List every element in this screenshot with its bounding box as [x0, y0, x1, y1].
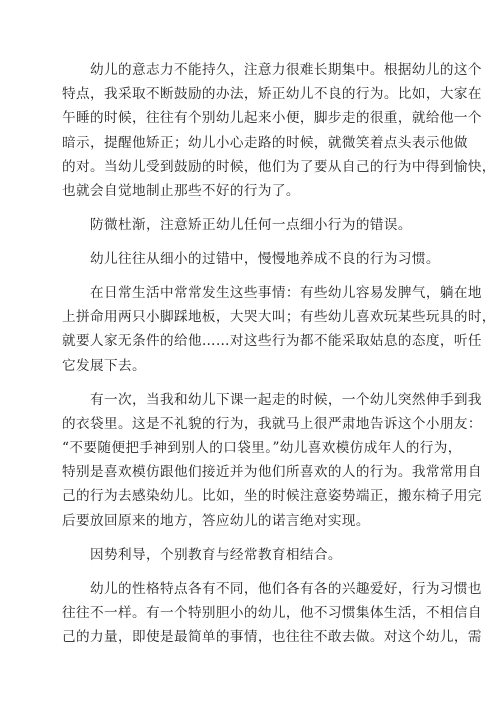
- paragraph-line: 的衣袋里。这是不礼貌的行为，我就马上很严肃地告诉这个小朋友：: [62, 415, 482, 432]
- paragraph-line: 的对。当幼儿受到鼓励的时候，他们为了要从自己的行为中得到愉快，: [62, 158, 496, 175]
- paragraph-line: 防微杜渐，注意矫正幼儿任何一点细小行为的错误。: [90, 217, 412, 234]
- paragraph-line: 有一次，当我和幼儿下课一起走的时候，一个幼儿突然伸手到我: [90, 391, 482, 408]
- paragraph: [90, 213, 432, 237]
- paragraph-line: 特别是喜欢模仿跟他们接近并为他们所喜欢的人的行为。我常常用自: [62, 464, 482, 481]
- paragraph-line: 己的行为去感染幼儿。比如，坐的时候注意姿势端正，搬东椅子用完: [62, 488, 482, 505]
- paragraph-line: 特点，我采取不断鼓励的办法，矫正幼儿不良的行为。比如，大家在: [62, 86, 482, 103]
- paragraph-line: 它发展下去。: [62, 357, 146, 374]
- paragraph-line: 往往不一样。有一个特别胆小的幼儿，他不习惯集体生活，不相信自: [62, 604, 482, 621]
- paragraph-line: 上拼命用两只小脚踩地板，大哭大叫；有些幼儿喜欢玩某些玩具的时，: [62, 309, 496, 326]
- document-body: [62, 58, 496, 649]
- paragraph: [90, 543, 432, 567]
- paragraph-line: 暗示，提醒他矫正；幼儿小心走路的时候，就微笑着点头表示他做: [62, 134, 468, 151]
- paragraph: [62, 58, 496, 203]
- paragraph-line: 幼儿往往从细小的过错中，慢慢地养成不良的行为习惯。: [90, 251, 440, 268]
- paragraph: [62, 577, 482, 650]
- paragraph-line: 己的力量，即使是最简单的事情，也往往不敢去做。对这个幼儿，需: [62, 629, 482, 646]
- paragraph-line: 因势利导，个别教育与经常教育相结合。: [90, 546, 342, 563]
- paragraph: [62, 388, 482, 533]
- paragraph: [62, 281, 496, 378]
- paragraph-line: “不要随便把手神到别人的口袋里。”幼儿喜欢模仿成年人的行为，: [62, 440, 462, 457]
- paragraph-line: 也就会自觉地制止那些不好的行为了。: [62, 183, 300, 200]
- paragraph-line: 在日常生活中常常发生这些事情：有些幼儿容易发脾气，躺在地: [90, 285, 482, 302]
- paragraph: [90, 247, 440, 271]
- paragraph-line: 幼儿的性格特点各有不同，他们各有各的兴趣爱好，行为习惯也: [90, 580, 482, 597]
- paragraph-line: 后要放回原来的地方，答应幼儿的诺言绝对实现。: [62, 512, 370, 529]
- paragraph-line: 午睡的时候，往往有个别幼儿起来小便，脚步走的很重，就给他一个: [62, 110, 482, 127]
- paragraph-line: 就要人家无条件的给他……对这些行为都不能采取姑息的态度，听任: [62, 333, 482, 350]
- paragraph-line: 幼儿的意志力不能持久，注意力很难长期集中。根据幼儿的这个: [90, 62, 482, 78]
